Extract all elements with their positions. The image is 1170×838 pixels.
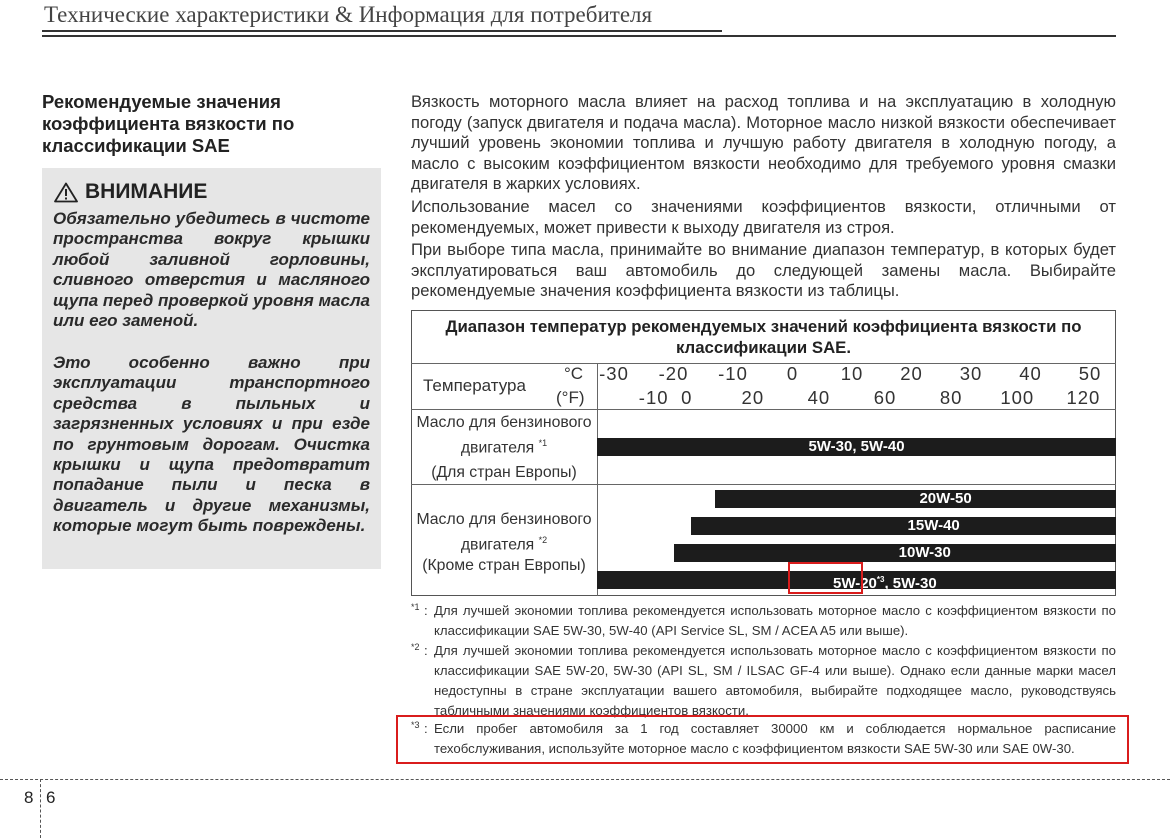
bar-15w40 — [691, 517, 1116, 535]
bar-label-10w30: 10W-30 — [898, 544, 951, 561]
bar-label-20w50: 20W-50 — [919, 490, 972, 507]
page-number: 6 — [46, 788, 56, 807]
footnote-2-mark: *2 — [411, 642, 420, 652]
row-label-europe-line3: (Для стран Европы) — [431, 464, 577, 482]
intro-paragraph-3: При выборе типа масла, принимайте во внимание диапазон температур, в которых будет эксплуатироваться ваш автомобиль до следующей замены масла. Выбирайте рекомендуемые значения коэффициента вязкости из таблицы. — [411, 240, 1116, 300]
row-label-europe-line1: Масло для бензинового — [416, 414, 592, 431]
warning-heading — [54, 180, 207, 204]
footnote-3: *3 : Если пробег автомобиля за 1 год составляет 30000 км и соблюдается нормальное расписание техобслуживания, используйте моторное масло с коэффициентом вязкости SAE 5W-30 или SAE 0W-30. — [411, 719, 1116, 759]
chart-header-divider — [411, 409, 1116, 410]
row-label-non-europe-line3: (Кроме стран Европы) — [422, 557, 586, 575]
fahrenheit-tick-label: 60 — [873, 387, 897, 408]
page-chapter-number: 8 — [24, 788, 34, 807]
highlight-5w20 — [788, 562, 863, 594]
intro-paragraph-1: Вязкость моторного масла влияет на расход топлива и на эксплуатацию в холодную погоду (запуск двигателя и подача масла). Моторное масло низкой вязкости обеспечивает лучший уровень экономии топлива и лучшую работу двигателя в холодную погоду, а масло с высоким коэффициентом вязкости необходимо для требуемого уровня смазки двигателя в жарких условиях. — [411, 92, 1116, 193]
celsius-tick-label: 0 — [786, 363, 799, 384]
fahrenheit-tick-label: -10 — [638, 387, 669, 408]
celsius-tick-label: -30 — [599, 363, 629, 384]
warning-paragraph-1: Обязательно убедитесь в чистоте пространства вокруг крышки любой заливной горловины, сливного отверстия и масляного щупа перед проверкой уровня масла или его заменой. — [53, 209, 370, 331]
row-label-non-europe-line1: Масло для бензинового — [416, 511, 592, 528]
fahrenheit-tick-label: 80 — [939, 387, 963, 408]
footnote-1: *1 : Для лучшей экономии топлива рекомендуется использовать моторное масло с коэффициентом вязкости по классификации SAE 5W-30, 5W-40 (API Service SL, SM / ACEA A5 или выше). — [411, 601, 1116, 641]
chart-row-divider — [411, 484, 1116, 485]
temperature-label: Температура — [423, 376, 526, 395]
warning-triangle-icon — [54, 182, 78, 203]
fahrenheit-tick-label: 120 — [1066, 387, 1101, 408]
warning-paragraph-2: Это особенно важно при эксплуатации транспортного средства в пыльных и загрязненных условиях и при езде по грунтовым дорогам. Очистка крышки и щупа предотвратит попадание пыли и песка в двигатель и другие механизмы, которые могут быть повреждены. — [53, 353, 370, 536]
bar-label-5w20-5w30: 5W-20$^{*3}$, 5W-30 — [833, 575, 937, 592]
row-label-europe-mark: *1 — [538, 438, 548, 448]
footnote-1-mark: *1 — [411, 602, 420, 612]
chart-title: Диапазон температур рекомендуемых значений коэффициента вязкости по классификации SAE. — [445, 317, 1082, 357]
celsius-tick-label: 30 — [959, 363, 983, 384]
row-label-europe-line2: двигателя $^{*1}$ — [460, 438, 548, 457]
footnote-2-text: Для лучшей экономии топлива рекомендуется использовать моторное масло с коэффициентом вязкости по классификации SAE 5W-20, 5W-30 (API SL, SM / ILSAC GF-4 или выше). Однако если данные марки масел недоступны в стране эксплуатации вашего автомобиля, выбирайте подходящее масло, руководствуясь табличными значениями коэффициентов вязкости. — [434, 643, 1116, 718]
row-label-non-europe-line2: двигателя $^{*2}$ — [460, 535, 548, 554]
row-label-non-europe — [411, 509, 597, 576]
warning-box — [42, 168, 381, 569]
footer-dotted-rule — [0, 779, 1170, 780]
footnote-3-text: Если пробег автомобиля за 1 год составляет 30000 км и соблюдается нормальное расписание техобслуживания, используйте моторное масло с коэффициентом вязкости SAE 5W-30 или SAE 0W-30. — [434, 721, 1116, 756]
celsius-tick-label: -10 — [718, 363, 748, 384]
fahrenheit-tick-label: 100 — [1000, 387, 1035, 408]
celsius-tick-label: 20 — [900, 363, 923, 384]
row-label-non-europe-mark: *2 — [538, 535, 548, 545]
section-title: Рекомендуемые значения коэффициента вязкости по классификации SAE — [42, 91, 295, 156]
bar-10w30 — [674, 544, 1117, 562]
chart-title-divider — [411, 363, 1116, 364]
fahrenheit-tick-label: 0 — [681, 387, 693, 408]
header-short-rule — [42, 30, 722, 32]
celsius-tick-label: 50 — [1078, 363, 1102, 384]
header-title: Технические характеристики & Информация для потребителя — [44, 2, 653, 27]
celsius-tick-label: 10 — [840, 363, 864, 384]
bar-label-5w30-5w40: 5W-30, 5W-40 — [808, 438, 905, 455]
bar-5w30-5w40 — [597, 438, 1116, 456]
fahrenheit-tick-label: 40 — [807, 387, 831, 408]
unit-celsius: °C — [564, 364, 584, 383]
footnote-1-text: Для лучшей экономии топлива рекомендуется использовать моторное масло с коэффициентом вязкости по классификации SAE 5W-30, 5W-40 (API Service SL, SM / ACEA A5 или выше). — [434, 603, 1116, 638]
footnote-2: *2 : Для лучшей экономии топлива рекомендуется использовать моторное масло с коэффициентом вязкости по классификации SAE 5W-20, 5W-30 (API SL, SM / ILSAC GF-4 или выше). Однако если данные марки масел недоступны в стране эксплуатации вашего автомобиля, выбирайте подходящее масло, руководствуясь табличными значениями коэффициентов вязкости. — [411, 641, 1116, 721]
bar-20w50 — [715, 490, 1116, 508]
bar-label-mark-3: *3 — [876, 575, 885, 584]
footnote-3-mark: *3 — [411, 720, 420, 730]
footer-dotted-vline — [40, 779, 41, 838]
bar-label-15w40: 15W-40 — [907, 517, 960, 534]
unit-fahrenheit: (°F) — [556, 388, 585, 407]
fahrenheit-tick-label: 20 — [741, 387, 765, 408]
row-label-europe — [411, 412, 597, 483]
celsius-tick-label: 40 — [1019, 363, 1042, 384]
chart-label-column-divider — [597, 363, 598, 596]
intro-paragraph-2: Использование масел со значениями коэффициентов вязкости, отличными от рекомендуемых, может привести к выходу двигателя из строя. — [411, 197, 1116, 237]
warning-heading-text: ВНИМАНИЕ — [85, 180, 208, 203]
header-long-rule — [42, 35, 1116, 37]
highlight-footnote-3 — [396, 715, 1129, 764]
celsius-tick-label: -20 — [658, 363, 689, 384]
